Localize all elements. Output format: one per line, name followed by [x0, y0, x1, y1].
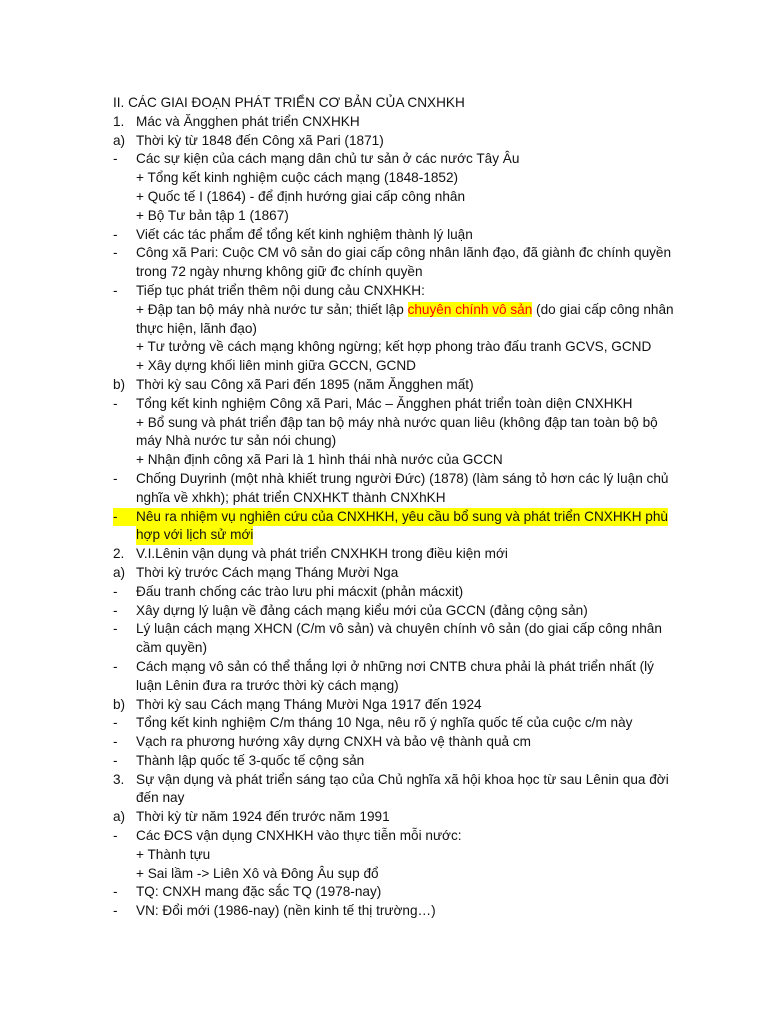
document-line [0, 263, 768, 282]
document-line [0, 169, 768, 188]
document-line [0, 150, 768, 169]
list-item-text: Xây dựng lý luận về đảng cách mạng kiểu mới của GCCN (đảng cộng sản) [136, 602, 588, 618]
document-line [0, 902, 768, 921]
list-marker: - [113, 752, 118, 768]
document-line [0, 113, 768, 132]
document-line [0, 432, 768, 451]
document-line [0, 320, 768, 339]
list-item-text: Thời kỳ sau Công xã Pari đến 1895 (năm Ăngghen mất) [136, 376, 474, 392]
list-item-text: Thời kỳ trước Cách mạng Tháng Mười Nga [136, 564, 399, 580]
list-item-text: Sự vận dụng và phát triển sáng tạo của Chủ nghĩa xã hội khoa học từ sau Lênin qua đời [136, 771, 669, 787]
document-line [0, 714, 768, 733]
list-item-continuation: luận Lênin đưa ra trước thời kỳ cách mạng) [136, 677, 399, 693]
list-item-text: Đấu tranh chống các trào lưu phi mácxit (phản mácxit) [136, 583, 464, 599]
list-item-text: Vạch ra phương hướng xây dựng CNXH và bảo vệ thành quả cm [136, 734, 532, 750]
list-marker: - [113, 151, 118, 167]
list-marker: - [113, 715, 118, 731]
list-marker: - [113, 658, 118, 674]
list-item-continuation: + Xây dựng khối liên minh giữa GCCN, GCND [136, 358, 416, 374]
list-item-continuation: cầm quyền) [136, 640, 208, 656]
list-item-continuation: thực hiện, lãnh đạo) [136, 320, 257, 336]
list-item-text: Thời kỳ sau Cách mạng Tháng Mười Nga 1917 đến 1924 [136, 696, 482, 712]
list-item-continuation: + Tổng kết kinh nghiệm cuộc cách mạng (1848-1852) [136, 170, 459, 186]
list-item-text: Tiếp tục phát triển thêm nội dung cảu CNXHKH: [136, 282, 425, 298]
list-item-continuation: + Bổ sung và phát triển đập tan bộ máy nhà nước quan liêu (không đập tan toàn bộ bộ [136, 414, 658, 430]
list-item-text: Các sự kiện của cách mạng dân chủ tư sản ở các nước Tây Âu [136, 151, 520, 167]
list-marker: - [113, 245, 118, 261]
list-marker: - [113, 734, 118, 750]
document-body [0, 94, 768, 921]
list-item-continuation: + Quốc tế I (1864) - để định hướng giai cấp công nhân [136, 188, 465, 204]
list-item-continuation: hợp với lịch sử mới [136, 526, 253, 545]
list-marker: - [113, 621, 118, 637]
list-marker: - [113, 395, 118, 411]
list-item-text: Thời kỳ từ năm 1924 đến trước năm 1991 [136, 809, 390, 825]
list-item-text: V.I.Lênin vận dụng và phát triển CNXHKH trong điều kiện mới [136, 546, 508, 562]
document-line [0, 846, 768, 865]
document-line [0, 526, 768, 545]
list-item-text: Viết các tác phẩm để tổng kết kinh nghiệm thành lý luận [136, 226, 473, 242]
document-line [0, 451, 768, 470]
list-marker: - [113, 470, 118, 486]
document-line [0, 752, 768, 771]
list-marker: - [113, 828, 118, 844]
document-line [0, 470, 768, 489]
document-line [0, 132, 768, 151]
document-line [0, 658, 768, 677]
list-marker: - [113, 226, 118, 242]
list-marker: - [113, 508, 136, 527]
document-line [0, 282, 768, 301]
list-marker: - [113, 583, 118, 599]
list-marker: 1. [113, 113, 125, 129]
document-line [0, 808, 768, 827]
list-item-text: VN: Đổi mới (1986-nay) (nền kinh tế thị trường…) [136, 903, 436, 919]
list-marker: b) [113, 376, 126, 392]
list-item-continuation: + Tư tưởng về cách mạng không ngừng; kết hợp phong trào đấu tranh GCVS, GCND [136, 339, 652, 355]
list-item-continuation: máy Nhà nước tư sản nói chung) [136, 433, 337, 449]
list-item-text: Nêu ra nhiệm vụ nghiên cứu của CNXHKH, yêu cầu bổ sung và phát triển CNXHKH phù [136, 508, 668, 527]
document-line [0, 733, 768, 752]
document-line [0, 395, 768, 414]
text-before-highlight: + Đập tan bộ máy nhà nước tư sản; thiết lập [136, 301, 408, 317]
document-line [0, 583, 768, 602]
list-item-text: Thời kỳ từ 1848 đến Công xã Pari (1871) [136, 132, 384, 148]
document-line [0, 564, 768, 583]
list-marker: a) [113, 132, 126, 148]
list-item-text: Tổng kết kinh nghiệm Công xã Pari, Mác – Ăngghen phát triển toàn diện CNXHKH [136, 395, 633, 411]
document-line [0, 789, 768, 808]
list-marker: - [113, 884, 118, 900]
document-line [0, 865, 768, 884]
document-line [0, 827, 768, 846]
list-marker: a) [113, 809, 126, 825]
list-item-text: Chống Duyrinh (một nhà khiết trung người Đức) (1878) (làm sáng tỏ hơn các lý luận chủ [136, 470, 669, 486]
document-line [0, 226, 768, 245]
document-line [0, 357, 768, 376]
document-line [0, 414, 768, 433]
list-item-continuation: + Nhận định công xã Pari là 1 hình thái nhà nước của GCCN [136, 452, 503, 468]
list-marker: - [113, 903, 118, 919]
list-item-continuation: đến nay [136, 790, 185, 806]
list-item-text: Các ĐCS vận dụng CNXHKH vào thực tiễn mỗi nước: [136, 828, 462, 844]
list-item-text: Cách mạng vô sản có thể thắng lợi ở những nơi CNTB chưa phải là phát triển nhất (lý [136, 658, 654, 674]
text-after-highlight: (do giai cấp công nhân [532, 301, 674, 317]
document-line [0, 207, 768, 226]
document-line [0, 376, 768, 395]
document-line [0, 602, 768, 621]
list-item-continuation: + Thành tựu [136, 846, 211, 862]
list-item-continuation: nghĩa về xhkh); phát triển CNXHKT thành CNXhKH [136, 489, 446, 505]
document-line [0, 338, 768, 357]
section-heading [0, 94, 768, 113]
list-marker: - [113, 602, 118, 618]
list-item-text: Tổng kết kinh nghiệm C/m tháng 10 Nga, nêu rõ ý nghĩa quốc tế của cuộc c/m này [136, 715, 633, 731]
document-line [0, 489, 768, 508]
list-item-text: Thành lập quốc tế 3-quốc tế cộng sản [136, 752, 365, 768]
document-line [0, 883, 768, 902]
document-line [0, 696, 768, 715]
document-line [0, 677, 768, 696]
document-line [0, 301, 768, 320]
document-line [0, 620, 768, 639]
document-line [0, 244, 768, 263]
list-item-text: Lý luận cách mạng XHCN (C/m vô sản) và chuyên chính vô sản (do giai cấp công nhân [136, 621, 662, 637]
list-item-continuation: + Sai lầm -> Liên Xô và Đông Âu sụp đổ [136, 865, 379, 881]
highlighted-term: chuyên chính vô sản [407, 301, 533, 317]
list-marker: 3. [113, 771, 125, 787]
document-line [0, 508, 768, 527]
list-marker: a) [113, 564, 126, 580]
list-item-text: Công xã Pari: Cuộc CM vô sản do giai cấp công nhân lãnh đạo, đã giành đc chính quyền [136, 245, 672, 261]
document-line [0, 771, 768, 790]
list-marker: b) [113, 696, 126, 712]
list-item-text: TQ: CNXH mang đặc sắc TQ (1978-nay) [136, 884, 382, 900]
list-marker: - [113, 282, 118, 298]
document-line [0, 545, 768, 564]
list-marker: 2. [113, 546, 125, 562]
document-line [0, 188, 768, 207]
list-item-text: Mác và Ăngghen phát triển CNXHKH [136, 113, 360, 129]
document-line [0, 639, 768, 658]
list-item-continuation: trong 72 ngày nhưng không giữ đc chính quyền [136, 264, 423, 280]
list-item-continuation [136, 301, 674, 320]
heading-text: II. CÁC GIAI ĐOẠN PHÁT TRIỂN CƠ BẢN CỦA CNXHKH [113, 95, 465, 110]
list-item-continuation: + Bộ Tư bản tập 1 (1867) [136, 207, 289, 223]
